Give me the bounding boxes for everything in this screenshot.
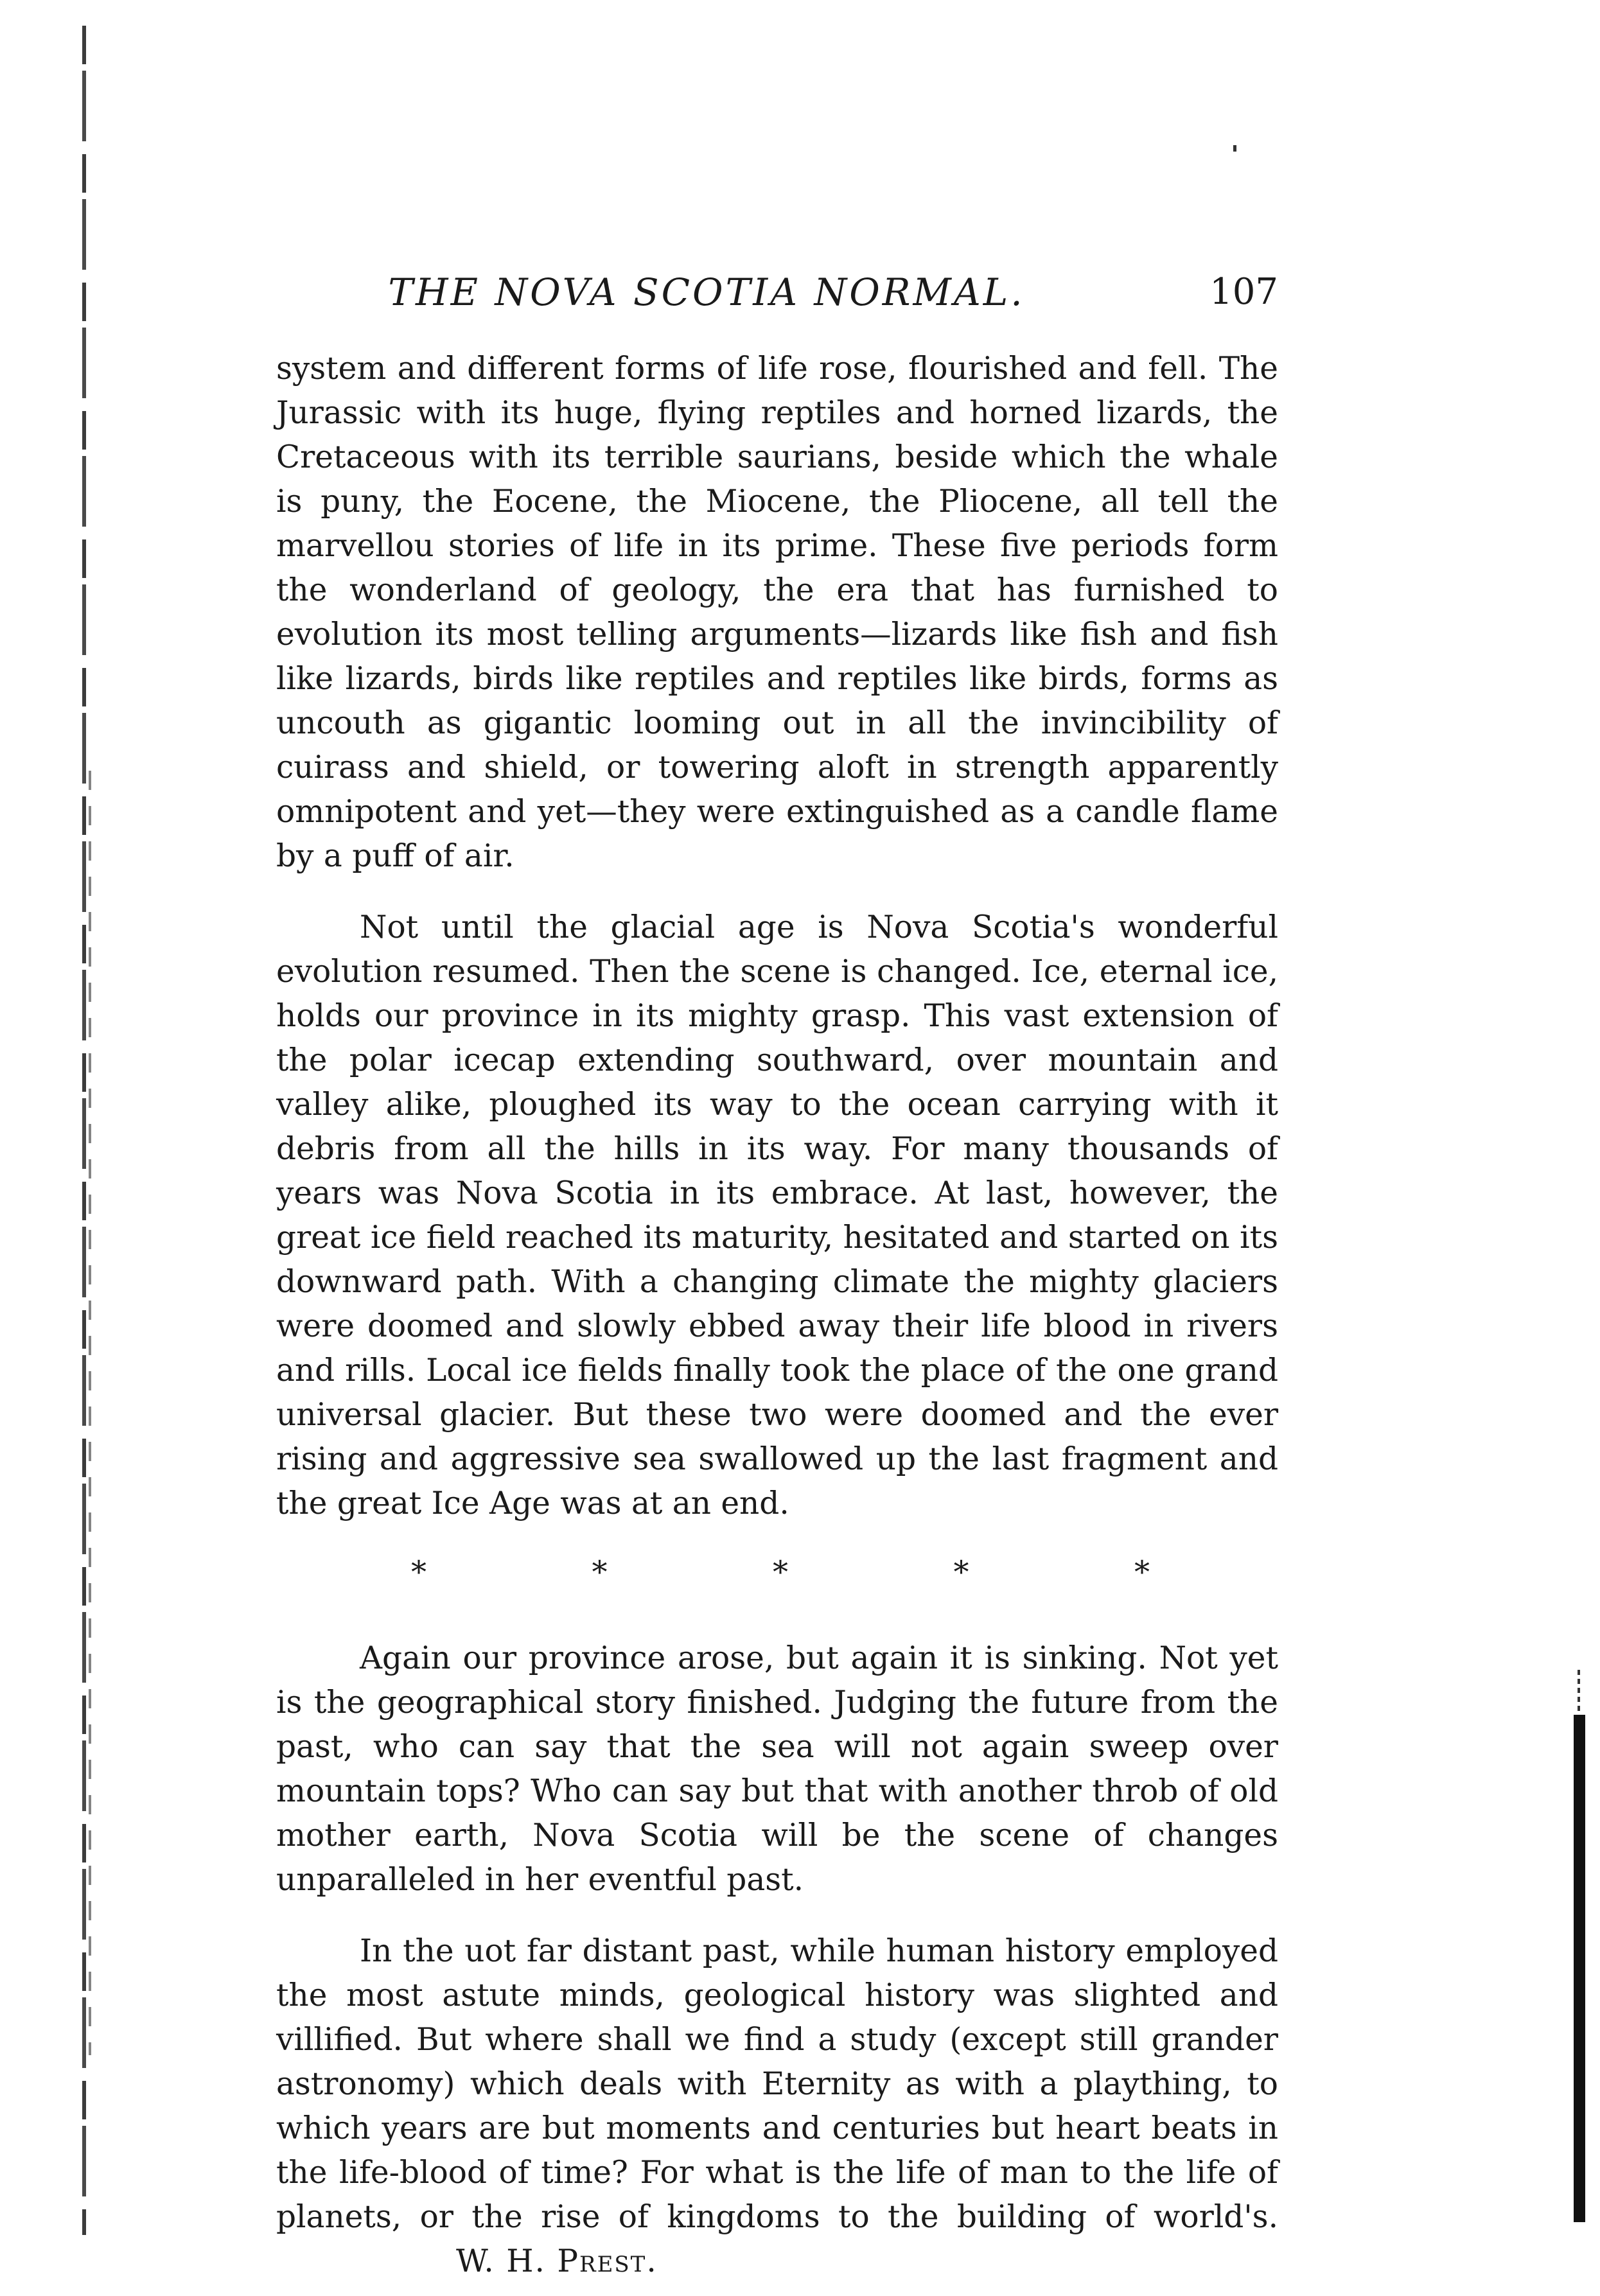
scan-edge-right [1574,1715,1585,2222]
paragraph-2: Not until the glacial age is Nova Scotia's wonderful evolution resumed. Then the scene is changed. Ice, eternal ice, holds our province in its mighty grasp. This vast extension of the polar icecap extending southward, over mountain and valley alike, ploughed its way to the ocean carrying with it debris from all the hills in its way. For many thousands of years was Nova Scotia in its embrace. At last, however, the great ice field reached its maturity, hesitated and started on its downward path. With a changing climate the mighty glaciers were doomed and slowly ebbed away their life blood in rivers and rills. Local ice fields finally took the place of the one grand universal glacier. But these two were doomed and the ever rising and aggressive sea swallowed up the last fragment and the great Ice Age was at an end. [276,909,1278,1521]
article-body [276,347,1278,2284]
running-head [276,270,1278,315]
separator-asterisk: * [411,1554,426,1590]
paragraph-4-text: In the uot far distant past, while human history employed the most astute minds, geological history was slighted and villified. But where shall we find a study (except still grander astronomy) which deals with Eternity as with a plaything, to which years are but moments and centuries but heart beats in the life-blood of time? For what is the life of man to the life of planets, or the rise of kingdoms to the building of world's. [276,1933,1278,2235]
separator-asterisk: * [1134,1554,1150,1590]
section-separator [276,1553,1278,1591]
scan-edge-left-secondary [89,771,91,2055]
running-title: THE NOVA SCOTIA NORMAL. [388,270,1025,314]
page-number: 107 [1209,271,1278,313]
scan-edge-right-dashes [1578,1670,1580,1715]
scan-edge-left [82,26,86,2235]
paragraph-3: Again our province arose, but again it is sinking. Not yet is the geographical story finished. Judging the future from the past, who can say that the sea will not again sweep over mountain tops? Who can say but that with another throb of old mother earth, Nova Scotia will be the scene of changes unparalleled in her eventful past. [276,1640,1278,1898]
author-signature: W. H. Prest. [456,2243,658,2279]
separator-asterisk: * [773,1554,788,1590]
separator-asterisk: * [592,1554,608,1590]
paragraph-1: system and different forms of life rose, flourished and fell. The Jurassic with its huge, flying reptiles and horned lizards, the Cretaceous with its terrible saurians, beside which the whale is puny, the Eocene, the Miocene, the Pliocene, all tell the marvellou stories of life in its prime. These five periods form the wonderland of geology, the era that has furnished to evolution its most telling arguments—lizards like fish and fish like lizards, birds like reptiles and reptiles like birds, forms as uncouth as gigantic looming out in all the invincibility of cuirass and shield, or towering aloft in strength apparently omnipotent and yet—they were extinguished as a candle flame by a puff of air. [276,351,1278,874]
scan-speck [1233,145,1236,152]
separator-asterisk: * [953,1554,969,1590]
paragraph-4 [276,1929,1278,2284]
